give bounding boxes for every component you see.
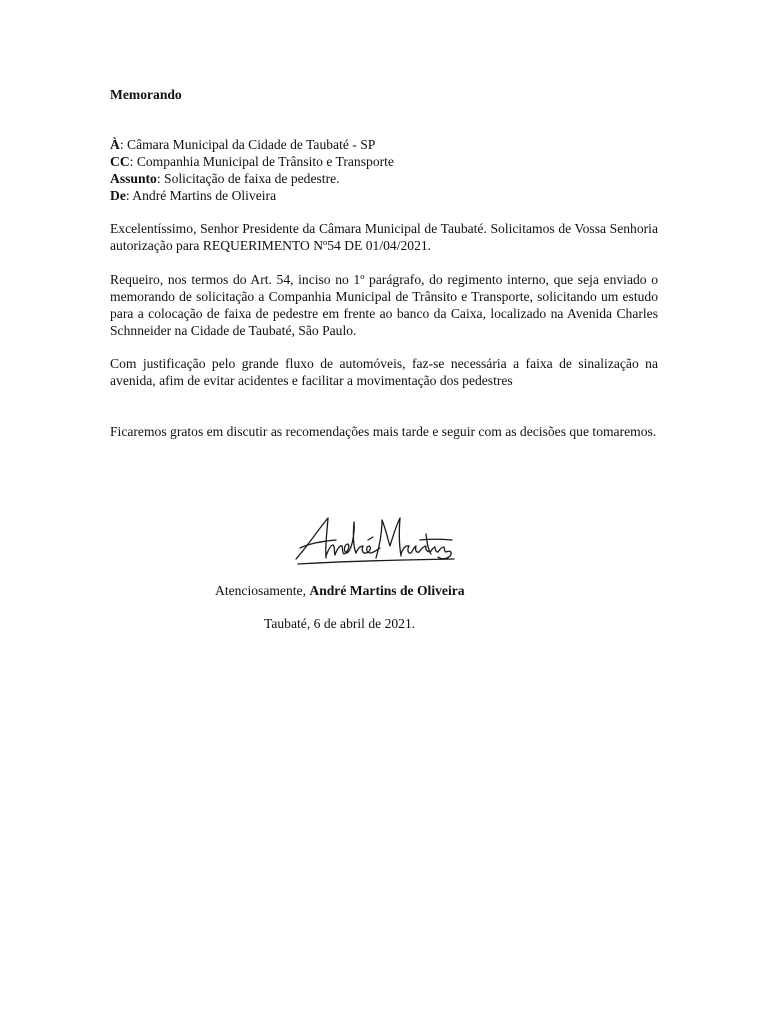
closing-salutation: Atenciosamente, [215, 583, 310, 598]
cc-line [110, 153, 658, 170]
memo-title: Memorando [110, 87, 182, 102]
to-label: À [110, 137, 120, 152]
to-value: : Câmara Municipal da Cidade de Taubaté - SP [119, 137, 376, 152]
cc-value: : Companhia Municipal de Trânsito e Transporte [129, 154, 394, 169]
handwritten-signature [292, 512, 458, 568]
paragraph-greeting: Excelentíssimo, Senhor Presidente da Câmara Municipal de Taubaté. Solicitamos de Vossa Senhoria autorização para REQUERIMENTO Nº54 DE 01/04/2021. [110, 221, 658, 253]
from-value: : André Martins de Oliveira [125, 188, 277, 203]
place-date: Taubaté, 6 de abril de 2021. [264, 616, 416, 631]
subject-value: : Solicitação de faixa de pedestre. [156, 171, 340, 186]
from-label: De [110, 188, 126, 203]
cc-label: CC [110, 154, 130, 169]
subject-label: Assunto [110, 171, 157, 186]
paragraph-justification: Com justificação pelo grande fluxo de automóveis, faz-se necessária a faixa de sinalização na avenida, afim de evitar acidentes e facilitar a movimentação dos pedestres [110, 356, 658, 388]
paragraph-thanks: Ficaremos gratos em discutir as recomendações mais tarde e seguir com as decisões que tomaremos. [110, 424, 657, 439]
to-line [110, 136, 658, 153]
paragraph-request: Requeiro, nos termos do Art. 54, inciso no 1º parágrafo, do regimento interno, que seja enviado o memorando de solicitação a Companhia Municipal de Trânsito e Transporte, solicitando um estudo para a colocação de faixa de pedestre em frente ao banco da Caixa, localizado na Avenida Charles Schnneider na Cidade de Taubaté, São Paulo. [110, 272, 658, 338]
memo-header [110, 136, 658, 204]
signer-name: André Martins de Oliveira [309, 583, 465, 598]
from-line [110, 187, 658, 204]
subject-line [110, 170, 658, 187]
closing-line [215, 582, 465, 599]
